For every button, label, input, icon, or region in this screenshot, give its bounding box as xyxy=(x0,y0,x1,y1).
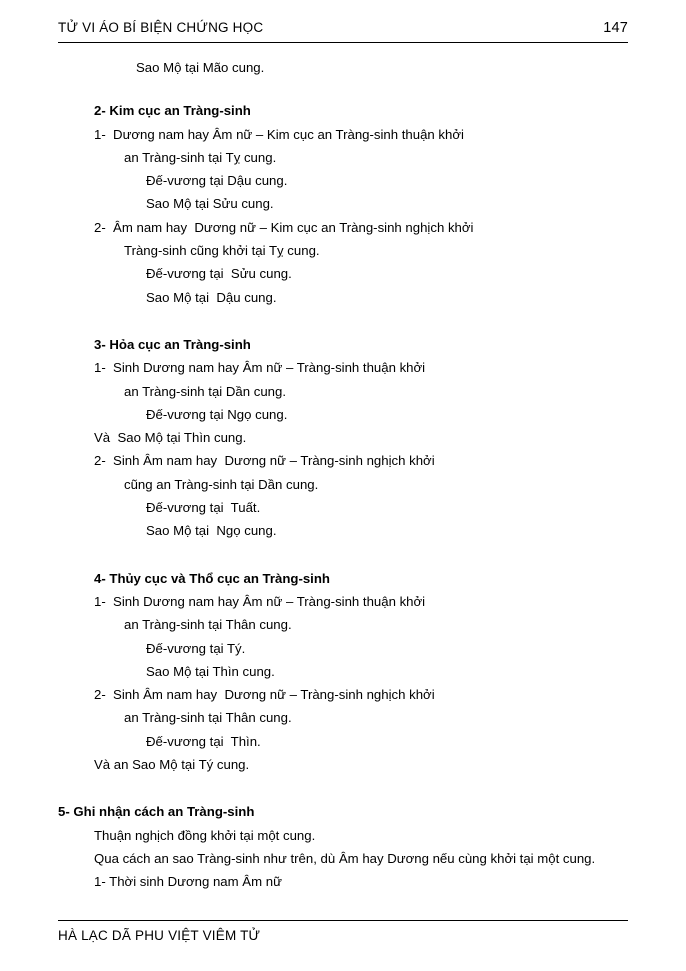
spacer xyxy=(58,79,628,99)
section-line: 2- Âm nam hay Dương nữ – Kim cục an Tràng-sinh nghịch khởi xyxy=(94,219,474,235)
section-line: Đế-vương tại Sửu cung. xyxy=(146,266,292,282)
page-content xyxy=(58,56,628,894)
section-line: an Tràng-sinh tại Thân cung. xyxy=(124,617,292,633)
header-divider xyxy=(58,42,628,43)
section-heading-hoa-cuc: 3- Hỏa cục an Tràng-sinh xyxy=(94,336,251,352)
spacer xyxy=(58,543,628,567)
page-header xyxy=(58,20,628,36)
section-line: Đế-vương tại Tý. xyxy=(146,640,246,656)
header-page-number: 147 xyxy=(603,20,628,36)
section-line: 1- Sinh Dương nam hay Âm nữ – Tràng-sinh thuận khởi xyxy=(94,360,426,376)
section-line: Sao Mộ tại Ngọ cung. xyxy=(146,523,277,539)
section-heading-ghi-nhan: 5- Ghi nhận cách an Tràng-sinh xyxy=(58,804,255,820)
section-line: Đế-vương tại Dậu cung. xyxy=(146,173,288,189)
section-line: 1- Sinh Dương nam hay Âm nữ – Tràng-sinh thuận khởi xyxy=(94,593,426,609)
final-paragraph-2: Qua cách an sao Tràng-sinh như trên, dù Âm hay Dương nếu cùng khởi tại một cung. xyxy=(94,850,596,866)
section-line: Và Sao Mộ tại Thìn cung. xyxy=(94,430,247,446)
spacer xyxy=(58,309,628,333)
section-line: Đế-vương tại Ngọ cung. xyxy=(146,406,288,422)
section-line: 2- Sinh Âm nam hay Dương nữ – Tràng-sinh nghịch khởi xyxy=(94,687,435,703)
section-line: Đế-vương tại Thìn. xyxy=(146,733,261,749)
section-line: Đế-vương tại Tuất. xyxy=(146,500,261,516)
final-paragraph-3: 1- Thời sinh Dương nam Âm nữ xyxy=(94,874,282,890)
section-line: Sao Mộ tại Sửu cung. xyxy=(146,196,274,212)
final-paragraph-1: Thuận nghịch đồng khởi tại một cung. xyxy=(94,827,316,843)
section-line: 1- Dương nam hay Âm nữ – Kim cục an Tràng-sinh thuận khởi xyxy=(94,126,464,142)
section-line: an Tràng-sinh tại Tỵ cung. xyxy=(124,149,277,165)
section-line: Sao Mộ tại Thìn cung. xyxy=(146,663,275,679)
section-heading-kim-cuc: 2- Kim cục an Tràng-sinh xyxy=(94,103,251,119)
header-title: TỬ VI ÁO BÍ BIỆN CHỨNG HỌC xyxy=(58,20,264,35)
footer-divider xyxy=(58,920,628,921)
intro-line: Sao Mộ tại Mão cung. xyxy=(136,60,265,75)
section-line: cũng an Tràng-sinh tại Dần cung. xyxy=(124,476,319,492)
section-heading-thuy-tho-cuc: 4- Thủy cục và Thổ cục an Tràng-sinh xyxy=(94,570,330,586)
section-line: Sao Mộ tại Dậu cung. xyxy=(146,289,277,305)
section-line: an Tràng-sinh tại Dần cung. xyxy=(124,383,287,399)
section-line: 2- Sinh Âm nam hay Dương nữ – Tràng-sinh nghịch khởi xyxy=(94,453,435,469)
section-line: Tràng-sinh cũng khởi tại Tỵ cung. xyxy=(124,243,320,259)
page-footer: HÀ LẠC DÃ PHU VIỆT VIÊM TỬ xyxy=(58,928,261,943)
spacer xyxy=(58,776,628,800)
section-line: an Tràng-sinh tại Thân cung. xyxy=(124,710,292,726)
section-line: Và an Sao Mộ tại Tý cung. xyxy=(94,757,250,773)
